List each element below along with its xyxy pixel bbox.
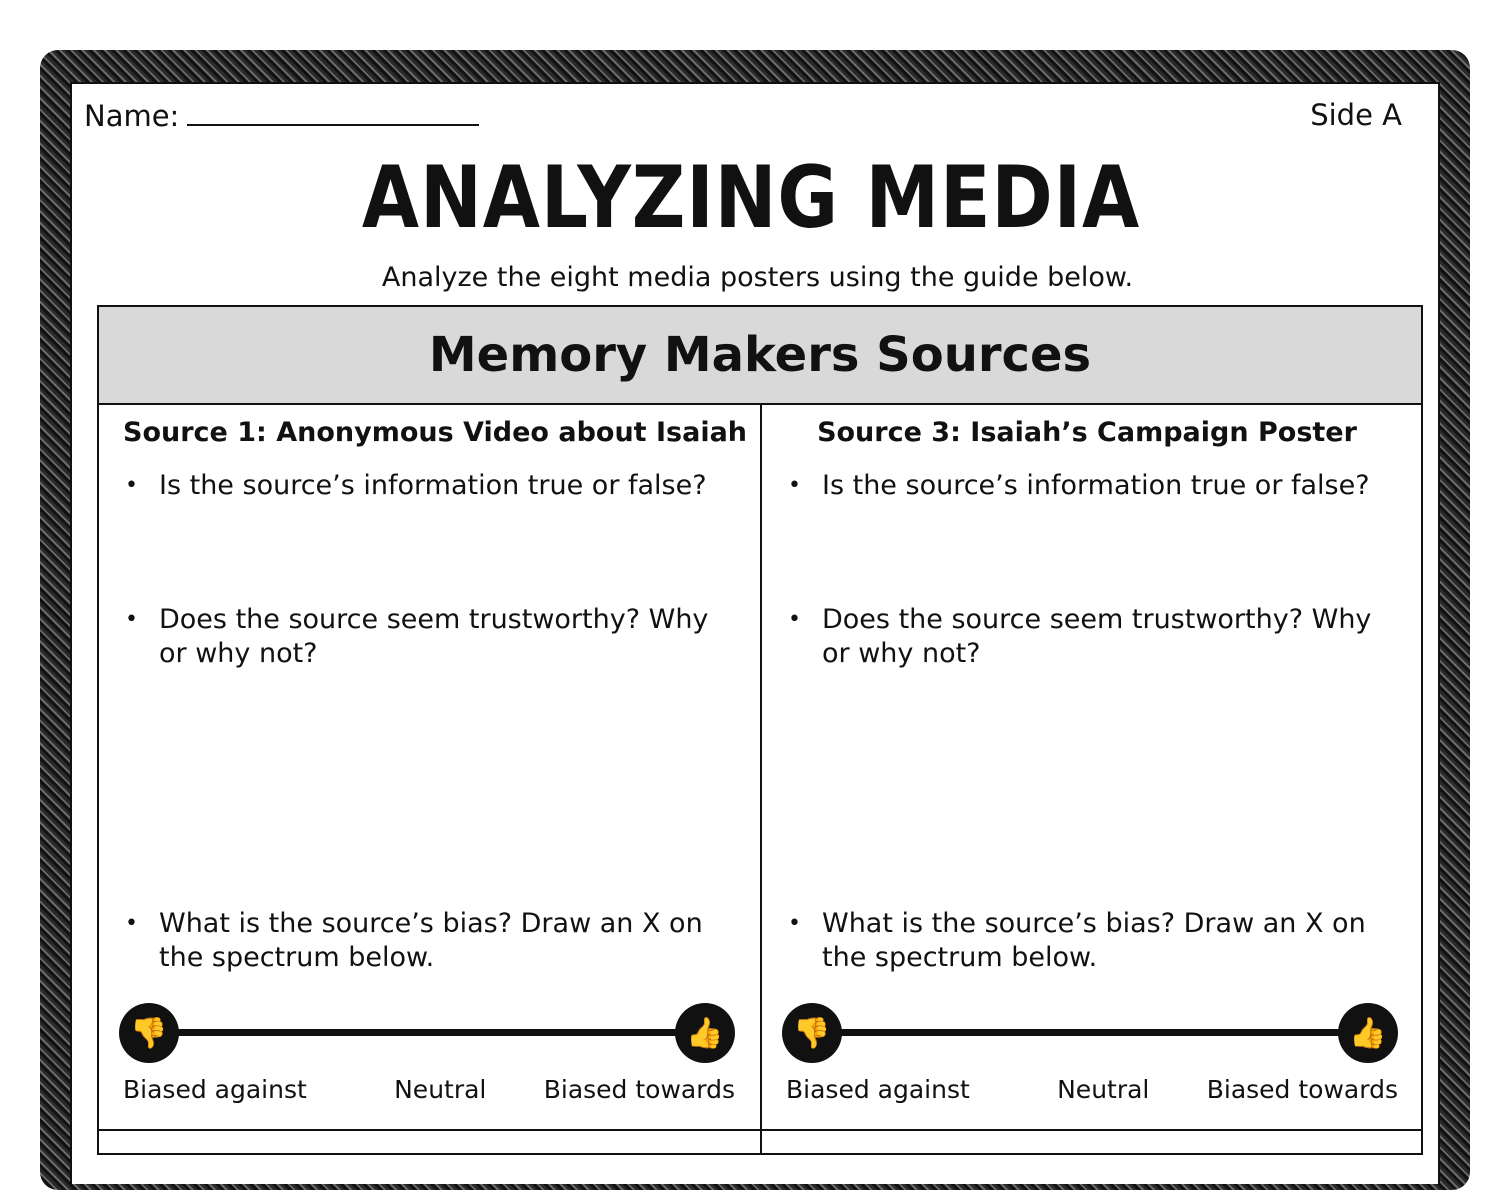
label-biased-towards: Biased towards bbox=[1206, 1075, 1398, 1104]
label-neutral: Neutral bbox=[394, 1075, 487, 1104]
sources-table bbox=[97, 305, 1423, 1155]
page-subtitle: Analyze the eight media posters using the guide below. bbox=[381, 262, 1134, 293]
name-label: Name: bbox=[84, 99, 180, 133]
thumbs-down-icon: 👎 bbox=[119, 1003, 179, 1063]
source-column-left bbox=[99, 403, 759, 1129]
source-title: Source 3: Isaiah’s Campaign Poster bbox=[817, 417, 1357, 448]
side-label: Side A bbox=[1310, 98, 1402, 132]
question-trustworthy: • Does the source seem trustworthy? Why or why not? bbox=[822, 603, 1402, 671]
bias-spectrum[interactable] bbox=[782, 1001, 1398, 1065]
question-bias: • What is the source’s bias? Draw an X on the spectrum below. bbox=[822, 907, 1402, 975]
spectrum-line[interactable] bbox=[159, 1029, 695, 1036]
question-true-false: • Is the source’s information true or false? bbox=[159, 469, 739, 503]
question-trustworthy: • Does the source seem trustworthy? Why or why not? bbox=[159, 603, 739, 671]
label-neutral: Neutral bbox=[1057, 1075, 1150, 1104]
spectrum-labels bbox=[123, 1075, 735, 1104]
label-biased-towards: Biased towards bbox=[543, 1075, 735, 1104]
question-true-false: • Is the source’s information true or false? bbox=[822, 469, 1402, 503]
name-field[interactable] bbox=[84, 98, 479, 133]
page-title: ANALYZING MEDIA bbox=[361, 148, 1141, 248]
label-biased-against: Biased against bbox=[786, 1075, 970, 1104]
row-divider bbox=[99, 1129, 1421, 1131]
bias-spectrum[interactable] bbox=[119, 1001, 735, 1065]
label-biased-against: Biased against bbox=[123, 1075, 307, 1104]
source-column-right bbox=[762, 403, 1422, 1129]
thumbs-up-icon: 👍 bbox=[675, 1003, 735, 1063]
thumbs-up-icon: 👍 bbox=[1338, 1003, 1398, 1063]
table-heading: Memory Makers Sources bbox=[99, 307, 1421, 405]
thumbs-down-icon: 👎 bbox=[782, 1003, 842, 1063]
spectrum-line[interactable] bbox=[822, 1029, 1358, 1036]
spectrum-labels bbox=[786, 1075, 1398, 1104]
question-bias: • What is the source’s bias? Draw an X on the spectrum below. bbox=[159, 907, 739, 975]
name-blank-line[interactable] bbox=[187, 98, 479, 126]
source-title: Source 1: Anonymous Video about Isaiah bbox=[123, 417, 748, 448]
